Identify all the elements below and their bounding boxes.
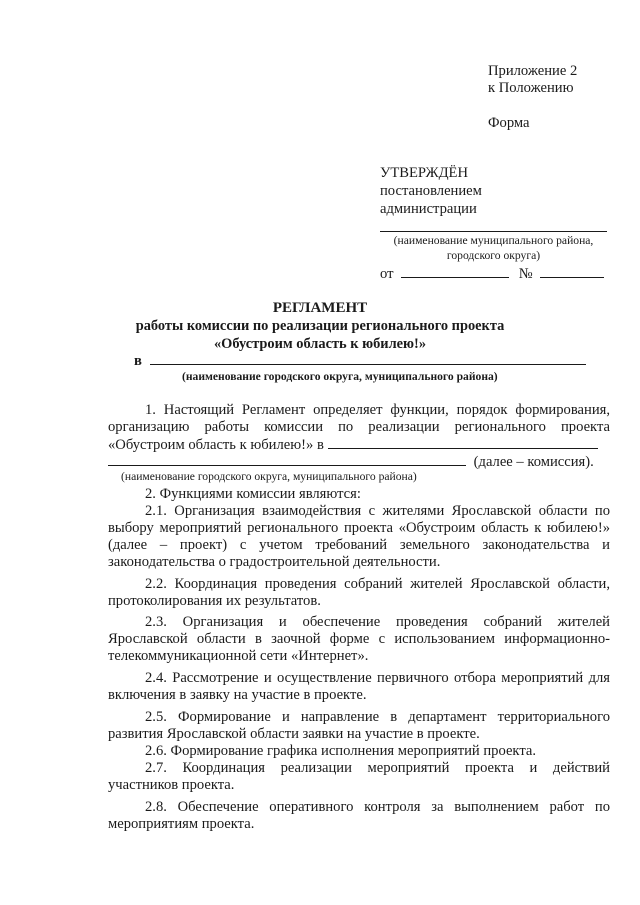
functions-intro: 2. Функциями комиссии являются: xyxy=(145,486,361,502)
function-item-2-6: 2.6. Формирование графика исполнения мероприятий проекта. xyxy=(145,742,536,759)
document-subtitle-2: «Обустроим область к юбилею!» xyxy=(213,336,427,352)
paragraph-1 xyxy=(108,402,610,454)
paragraph-1-tail: (далее – комиссия). xyxy=(473,454,594,470)
from-label: от xyxy=(380,266,394,282)
document-subtitle-1: работы комиссии по реализации регионального проекта xyxy=(135,318,505,334)
paragraph-1-blank-2 xyxy=(108,453,466,466)
approved-line-1: постановлением xyxy=(380,183,482,199)
form-label: Форма xyxy=(488,115,530,131)
paragraph-1-continuation xyxy=(108,453,594,471)
function-item-2-4: 2.4. Рассмотрение и осуществление первичного отбора мероприятий для включения в заявку на участие в проекте. xyxy=(108,670,610,704)
municipality-blank xyxy=(150,352,586,365)
municipality-caption: (наименование городского округа, муниципального района) xyxy=(182,370,498,383)
paragraph-1-text: 1. Настоящий Регламент определяет функции, порядок формирования, организацию работы комиссии по реализации регионального проекта «Обустроим область к юбилею!» в xyxy=(108,402,610,453)
in-prefix: в xyxy=(134,353,142,369)
appendix-reference: к Положению xyxy=(488,80,574,96)
paragraph-1-caption: (наименование городского округа, муниципального района) xyxy=(121,470,417,483)
municipality-line xyxy=(134,352,586,370)
number-blank xyxy=(540,265,604,278)
function-item-2-3: 2.3. Организация и обеспечение проведения собраний жителей Ярославской области в заочной форме с использованием информационно-телекоммуникационной сети «Интернет». xyxy=(108,614,610,665)
functions-list xyxy=(108,486,610,833)
function-item-2-1: 2.1. Организация взаимодействия с жителями Ярославской области по выбору мероприятий регионального проекта «Обустроим область к юбилею!» (далее – проект) с учетом требований земельного законодательства и законодательства о градостроительной деятельности. xyxy=(108,502,610,570)
administration-caption-1: (наименование муниципального района, xyxy=(393,234,594,247)
approved-title: УТВЕРЖДЁН xyxy=(380,165,468,181)
paragraph-1-blank-1 xyxy=(328,436,598,449)
administration-caption-2: городского округа) xyxy=(446,249,541,262)
approved-line-2: администрации xyxy=(380,201,477,217)
document-title: РЕГЛАМЕНТ xyxy=(272,300,368,316)
function-item-2-8: 2.8. Обеспечение оперативного контроля за выполнением работ по мероприятиям проекта. xyxy=(108,798,610,832)
function-item-2-7: 2.7. Координация реализации мероприятий проекта и действий участников проекта. xyxy=(108,759,610,793)
approval-date-number xyxy=(380,265,604,283)
function-item-2-2: 2.2. Координация проведения собраний жителей Ярославской области, протоколирования их результатов. xyxy=(108,575,610,609)
function-item-2-5: 2.5. Формирование и направление в департамент территориального развития Ярославской области заявки на участие в проекте. xyxy=(108,709,610,742)
administration-name-line xyxy=(380,231,607,232)
appendix-number: Приложение 2 xyxy=(488,63,578,79)
number-sign: № xyxy=(518,266,533,282)
date-blank xyxy=(401,265,509,278)
